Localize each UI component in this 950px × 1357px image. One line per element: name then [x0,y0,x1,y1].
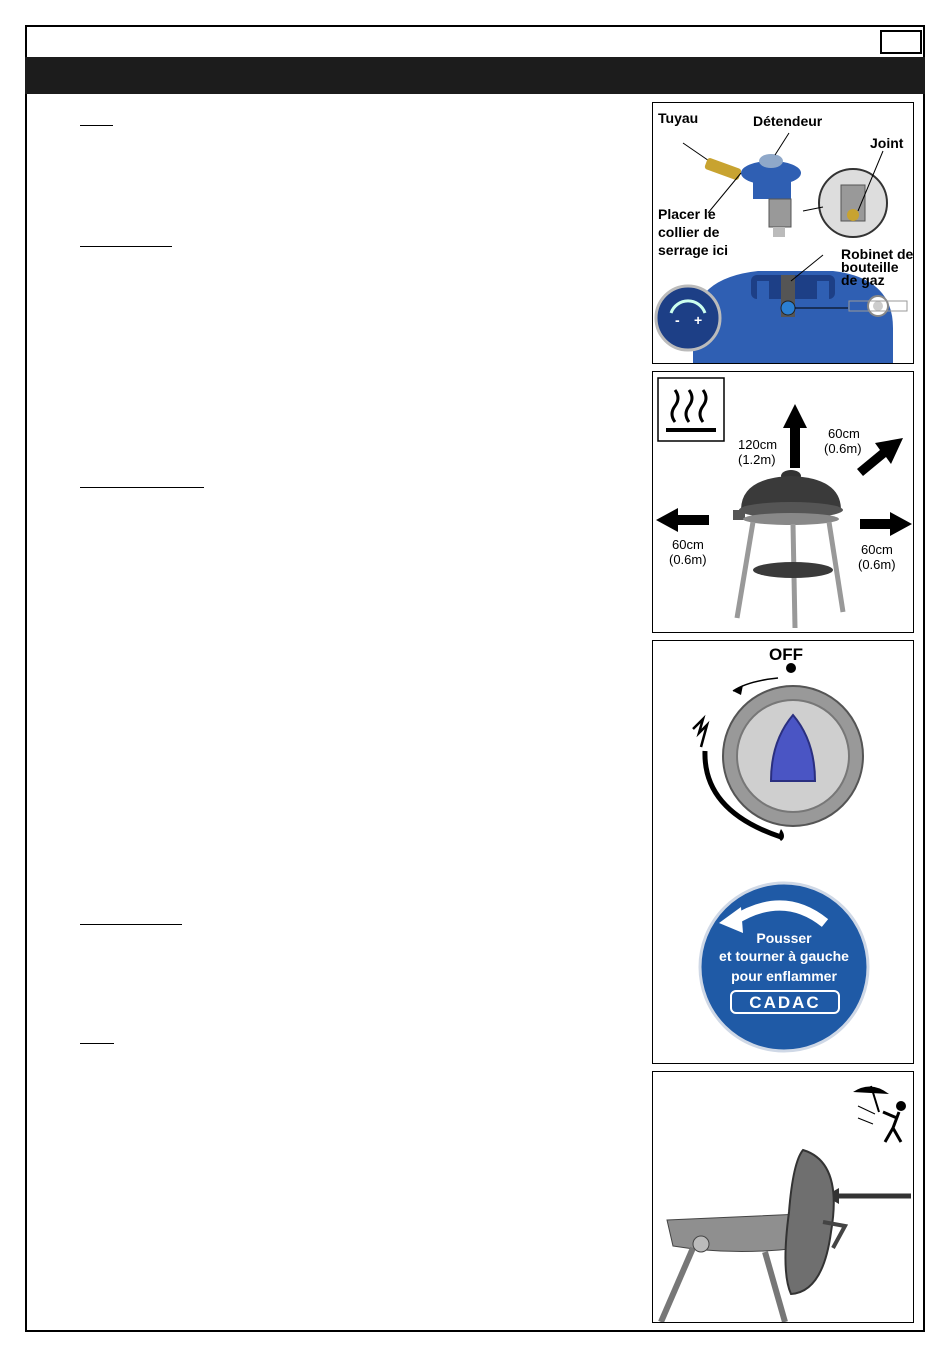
top-distance-cm: 120cm [738,437,778,452]
clip-label-line1: Placer le [658,206,716,222]
right-distance-cm: 60cm [861,542,893,557]
diag-distance-m: (0.6m) [824,441,862,456]
ignition-panel [652,640,914,1064]
page-number-box [880,30,922,54]
arrow-left-icon [656,508,709,532]
left-distance-cm: 60cm [672,537,704,552]
heading-underline-5 [80,1043,114,1044]
top-distance-m: (1.2m) [738,452,776,467]
control-knob-illustration [723,686,863,826]
off-label: OFF [769,645,803,664]
right-distance-m: (0.6m) [858,557,896,572]
heading-underline-4 [80,924,182,925]
minus-label: - [675,312,680,328]
clip-label-line3: serrage ici [658,242,729,258]
wind-panel [652,1071,914,1323]
grill-side-illustration [667,1214,801,1252]
heading-underline-2 [80,246,172,247]
arrow-right-icon [860,512,912,536]
plus-label: + [694,312,703,328]
diag-distance-cm: 60cm [828,426,860,441]
sticker-line2: et tourner à gauche [719,948,849,964]
spark-icon [693,719,707,747]
left-distance-m: (0.6m) [669,552,707,567]
valve-label-line1: Robinet de [841,246,914,262]
clearance-panel [652,371,914,633]
seal-label: Joint [870,135,904,151]
arrow-diagonal-icon [857,438,903,476]
heading-underline-3 [80,487,204,488]
hose-label: Tuyau [658,110,699,126]
brand-label: CADAC [749,993,821,1012]
valve-label-line2: bouteille [841,259,899,275]
sticker-line1: Pousser [756,930,812,946]
arrow-up-icon [783,404,807,468]
flame-icon [779,829,784,841]
sticker-line3: pour enflammer [731,968,837,984]
regulator-panel [652,102,914,364]
clip-label-line2: collier de [658,224,720,240]
wind-warning-icon [853,1086,906,1142]
valve-direction-icon [656,286,720,350]
heading-underline-1 [80,125,113,126]
regulator-label: Détendeur [753,113,823,129]
valve-label-line3: de gaz [841,272,885,288]
section-header-bar [25,57,925,94]
